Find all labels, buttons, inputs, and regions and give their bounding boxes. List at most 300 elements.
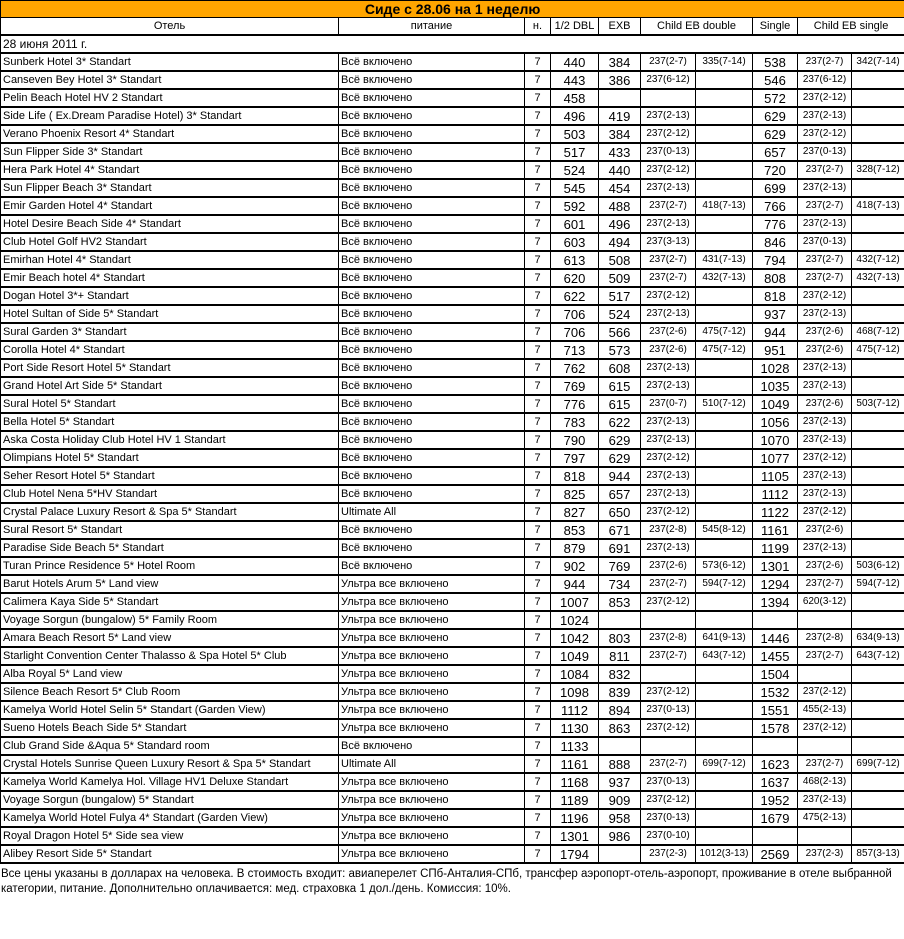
cell-nights: 7	[525, 71, 551, 89]
cell-nights: 7	[525, 395, 551, 413]
cell-meal: Ultimate All	[339, 503, 525, 521]
cell-child-eb-double-1: 237(2-6)	[641, 323, 696, 341]
cell-hotel: Corolla Hotel 4* Standart	[1, 341, 339, 359]
cell-meal: Ультра все включено	[339, 845, 525, 863]
cell-exb: 811	[599, 647, 641, 665]
cell-hotel: Voyage Sorgun (bungalow) 5* Standart	[1, 791, 339, 809]
cell-half-dbl: 944	[551, 575, 599, 593]
cell-single: 846	[753, 233, 798, 251]
cell-exb: 608	[599, 359, 641, 377]
column-header-half-dbl: 1/2 DBL	[551, 18, 599, 36]
table-row	[1, 737, 904, 755]
cell-single: 1551	[753, 701, 798, 719]
cell-single: 1623	[753, 755, 798, 773]
cell-exb: 958	[599, 809, 641, 827]
cell-exb: 419	[599, 107, 641, 125]
cell-hotel: Kamelya World Hotel Fulya 4* Standart (Garden View)	[1, 809, 339, 827]
cell-single: 1105	[753, 467, 798, 485]
cell-child-eb-single-2: 468(7-12)	[852, 323, 904, 341]
cell-child-eb-single-2	[852, 413, 904, 431]
table-row	[1, 179, 904, 197]
cell-nights: 7	[525, 827, 551, 845]
cell-meal: Ультра все включено	[339, 665, 525, 683]
cell-exb: 566	[599, 323, 641, 341]
cell-exb: 488	[599, 197, 641, 215]
cell-single: 1028	[753, 359, 798, 377]
cell-child-eb-single-2: 328(7-12)	[852, 161, 904, 179]
cell-child-eb-single-2	[852, 611, 904, 629]
cell-exb: 671	[599, 521, 641, 539]
cell-single: 1049	[753, 395, 798, 413]
cell-half-dbl: 790	[551, 431, 599, 449]
cell-child-eb-double-2: 418(7-13)	[696, 197, 753, 215]
cell-child-eb-double-1: 237(0-13)	[641, 701, 696, 719]
cell-hotel: Grand Hotel Art Side 5* Standart	[1, 377, 339, 395]
cell-hotel: Club Hotel Golf HV2 Standart	[1, 233, 339, 251]
table-row	[1, 593, 904, 611]
cell-child-eb-single-1: 237(2-12)	[798, 125, 852, 143]
cell-child-eb-single-2	[852, 359, 904, 377]
cell-nights: 7	[525, 449, 551, 467]
table-row	[1, 539, 904, 557]
cell-child-eb-single-1: 237(2-13)	[798, 791, 852, 809]
cell-single: 818	[753, 287, 798, 305]
cell-child-eb-single-2: 857(3-13)	[852, 845, 904, 863]
cell-hotel: Dogan Hotel 3*+ Standart	[1, 287, 339, 305]
cell-meal: Ultimate All	[339, 755, 525, 773]
table-row	[1, 71, 904, 89]
cell-child-eb-single-1: 237(2-12)	[798, 719, 852, 737]
cell-child-eb-double-2	[696, 593, 753, 611]
title-row	[1, 1, 904, 18]
cell-half-dbl: 879	[551, 539, 599, 557]
cell-half-dbl: 603	[551, 233, 599, 251]
cell-child-eb-double-2	[696, 71, 753, 89]
cell-half-dbl: 1794	[551, 845, 599, 863]
cell-meal: Всё включено	[339, 341, 525, 359]
cell-child-eb-single-1: 237(2-13)	[798, 215, 852, 233]
cell-half-dbl: 622	[551, 287, 599, 305]
cell-hotel: Voyage Sorgun (bungalow) 5* Family Room	[1, 611, 339, 629]
cell-exb: 629	[599, 431, 641, 449]
table-row	[1, 323, 904, 341]
cell-meal: Всё включено	[339, 485, 525, 503]
cell-single: 1294	[753, 575, 798, 593]
cell-child-eb-double-2	[696, 827, 753, 845]
cell-half-dbl: 827	[551, 503, 599, 521]
table-row	[1, 665, 904, 683]
cell-exb: 944	[599, 467, 641, 485]
cell-child-eb-double-1: 237(2-13)	[641, 485, 696, 503]
cell-child-eb-single-1: 620(3-12)	[798, 593, 852, 611]
cell-nights: 7	[525, 503, 551, 521]
cell-child-eb-single-1: 237(2-12)	[798, 683, 852, 701]
cell-hotel: Club Hotel Nena 5*HV Standart	[1, 485, 339, 503]
cell-child-eb-single-1: 475(2-13)	[798, 809, 852, 827]
cell-child-eb-double-2	[696, 503, 753, 521]
cell-half-dbl: 853	[551, 521, 599, 539]
cell-exb: 573	[599, 341, 641, 359]
cell-nights: 7	[525, 323, 551, 341]
cell-nights: 7	[525, 161, 551, 179]
table-row	[1, 89, 904, 107]
cell-child-eb-double-1: 237(2-13)	[641, 359, 696, 377]
cell-child-eb-single-2: 418(7-13)	[852, 197, 904, 215]
cell-child-eb-single-1: 237(2-8)	[798, 629, 852, 647]
page-title: Сиде с 28.06 на 1 неделю	[1, 1, 904, 18]
cell-hotel: Crystal Hotels Sunrise Queen Luxury Resort & Spa 5* Standart	[1, 755, 339, 773]
cell-child-eb-single-1: 237(2-12)	[798, 287, 852, 305]
cell-child-eb-single-1: 237(0-13)	[798, 143, 852, 161]
cell-meal: Ультра все включено	[339, 629, 525, 647]
cell-half-dbl: 524	[551, 161, 599, 179]
cell-child-eb-double-1	[641, 89, 696, 107]
cell-half-dbl: 902	[551, 557, 599, 575]
cell-child-eb-double-1: 237(2-13)	[641, 413, 696, 431]
cell-meal: Всё включено	[339, 161, 525, 179]
cell-nights: 7	[525, 629, 551, 647]
cell-half-dbl: 1133	[551, 737, 599, 755]
cell-meal: Всё включено	[339, 233, 525, 251]
cell-child-eb-double-2	[696, 701, 753, 719]
cell-child-eb-single-1	[798, 611, 852, 629]
cell-half-dbl: 776	[551, 395, 599, 413]
cell-child-eb-double-2: 573(6-12)	[696, 557, 753, 575]
cell-meal: Всё включено	[339, 521, 525, 539]
cell-meal: Ультра все включено	[339, 827, 525, 845]
table-row	[1, 485, 904, 503]
cell-hotel: Canseven Bey Hotel 3* Standart	[1, 71, 339, 89]
cell-child-eb-single-1: 237(2-6)	[798, 395, 852, 413]
cell-child-eb-double-1: 237(2-12)	[641, 161, 696, 179]
cell-child-eb-double-1: 237(2-7)	[641, 269, 696, 287]
cell-child-eb-single-2	[852, 827, 904, 845]
cell-single: 1394	[753, 593, 798, 611]
cell-half-dbl: 517	[551, 143, 599, 161]
cell-exb: 832	[599, 665, 641, 683]
cell-nights: 7	[525, 647, 551, 665]
cell-exb	[599, 611, 641, 629]
cell-child-eb-single-2	[852, 467, 904, 485]
cell-single: 1112	[753, 485, 798, 503]
cell-child-eb-single-1: 237(2-7)	[798, 161, 852, 179]
cell-child-eb-double-2	[696, 107, 753, 125]
cell-child-eb-single-2	[852, 431, 904, 449]
cell-child-eb-double-2	[696, 683, 753, 701]
cell-half-dbl: 1161	[551, 755, 599, 773]
cell-child-eb-single-1: 237(2-13)	[798, 305, 852, 323]
cell-half-dbl: 458	[551, 89, 599, 107]
cell-hotel: Sueno Hotels Beach Side 5* Standart	[1, 719, 339, 737]
cell-nights: 7	[525, 251, 551, 269]
cell-child-eb-double-1: 237(2-6)	[641, 557, 696, 575]
cell-hotel: Paradise Side Beach 5* Standart	[1, 539, 339, 557]
cell-child-eb-double-2: 699(7-12)	[696, 755, 753, 773]
cell-child-eb-single-2: 432(7-13)	[852, 269, 904, 287]
cell-hotel: Sun Flipper Beach 3* Standart	[1, 179, 339, 197]
cell-half-dbl: 762	[551, 359, 599, 377]
table-row	[1, 413, 904, 431]
cell-child-eb-single-1: 237(2-13)	[798, 485, 852, 503]
cell-hotel: Alibey Resort Side 5* Standart	[1, 845, 339, 863]
cell-child-eb-double-2	[696, 89, 753, 107]
cell-exb: 803	[599, 629, 641, 647]
cell-child-eb-single-1	[798, 737, 852, 755]
cell-child-eb-single-2	[852, 287, 904, 305]
cell-child-eb-double-2	[696, 809, 753, 827]
cell-child-eb-double-2: 431(7-13)	[696, 251, 753, 269]
cell-child-eb-single-2	[852, 107, 904, 125]
table-row	[1, 305, 904, 323]
cell-child-eb-single-1: 237(2-13)	[798, 377, 852, 395]
cell-hotel: Sunberk Hotel 3* Standart	[1, 53, 339, 71]
column-header-child-eb-single: Child EB single	[798, 18, 904, 36]
cell-single: 1070	[753, 431, 798, 449]
cell-half-dbl: 825	[551, 485, 599, 503]
cell-child-eb-double-1: 237(2-7)	[641, 755, 696, 773]
cell-half-dbl: 496	[551, 107, 599, 125]
cell-single: 1077	[753, 449, 798, 467]
cell-child-eb-single-1: 237(2-7)	[798, 251, 852, 269]
cell-child-eb-double-1: 237(3-13)	[641, 233, 696, 251]
cell-child-eb-single-2	[852, 377, 904, 395]
cell-child-eb-double-1: 237(2-12)	[641, 719, 696, 737]
table-row	[1, 125, 904, 143]
cell-single: 937	[753, 305, 798, 323]
cell-single	[753, 737, 798, 755]
cell-hotel: Emir Beach hotel 4* Standart	[1, 269, 339, 287]
cell-half-dbl: 1130	[551, 719, 599, 737]
cell-single: 1035	[753, 377, 798, 395]
cell-exb: 433	[599, 143, 641, 161]
cell-child-eb-double-1: 237(2-12)	[641, 503, 696, 521]
cell-meal: Всё включено	[339, 557, 525, 575]
cell-exb: 986	[599, 827, 641, 845]
cell-meal: Всё включено	[339, 305, 525, 323]
cell-exb	[599, 845, 641, 863]
cell-nights: 7	[525, 737, 551, 755]
cell-meal: Всё включено	[339, 323, 525, 341]
cell-single: 572	[753, 89, 798, 107]
cell-child-eb-double-2	[696, 233, 753, 251]
cell-child-eb-double-1: 237(6-12)	[641, 71, 696, 89]
cell-meal: Всё включено	[339, 395, 525, 413]
table-row	[1, 683, 904, 701]
cell-child-eb-single-1: 237(2-13)	[798, 413, 852, 431]
cell-nights: 7	[525, 287, 551, 305]
cell-meal: Ультра все включено	[339, 791, 525, 809]
date-row	[1, 35, 904, 53]
cell-child-eb-single-1: 237(2-7)	[798, 197, 852, 215]
cell-child-eb-single-2	[852, 89, 904, 107]
cell-child-eb-single-1: 237(2-7)	[798, 269, 852, 287]
cell-half-dbl: 613	[551, 251, 599, 269]
cell-single: 808	[753, 269, 798, 287]
cell-nights: 7	[525, 125, 551, 143]
cell-child-eb-single-1: 237(2-6)	[798, 341, 852, 359]
cell-hotel: Aska Costa Holiday Club Hotel HV 1 Standart	[1, 431, 339, 449]
cell-single: 1161	[753, 521, 798, 539]
cell-half-dbl: 1301	[551, 827, 599, 845]
cell-child-eb-double-2	[696, 143, 753, 161]
cell-nights: 7	[525, 467, 551, 485]
table-row	[1, 773, 904, 791]
column-header-child-eb-double: Child EB double	[641, 18, 753, 36]
cell-child-eb-double-2: 335(7-14)	[696, 53, 753, 71]
cell-nights: 7	[525, 413, 551, 431]
cell-child-eb-double-1: 237(2-13)	[641, 305, 696, 323]
cell-hotel: Kamelya World Kamelya Hol. Village HV1 Deluxe Standart	[1, 773, 339, 791]
cell-exb: 629	[599, 449, 641, 467]
cell-nights: 7	[525, 557, 551, 575]
cell-hotel: Starlight Convention Center Thalasso & Spa Hotel 5* Club	[1, 647, 339, 665]
cell-hotel: Hotel Desire Beach Side 4* Standart	[1, 215, 339, 233]
cell-hotel: Crystal Palace Luxury Resort & Spa 5* Standart	[1, 503, 339, 521]
cell-single: 1504	[753, 665, 798, 683]
cell-child-eb-double-2	[696, 485, 753, 503]
table-row	[1, 269, 904, 287]
cell-hotel: Sural Hotel 5* Standart	[1, 395, 339, 413]
cell-child-eb-double-2	[696, 125, 753, 143]
cell-child-eb-single-1: 237(2-13)	[798, 359, 852, 377]
cell-child-eb-double-2	[696, 287, 753, 305]
cell-exb: 384	[599, 125, 641, 143]
cell-exb: 888	[599, 755, 641, 773]
cell-single: 1301	[753, 557, 798, 575]
cell-hotel: Sural Resort 5* Standart	[1, 521, 339, 539]
cell-hotel: Kamelya World Hotel Selin 5* Standart (Garden View)	[1, 701, 339, 719]
cell-child-eb-double-1: 237(2-12)	[641, 791, 696, 809]
cell-meal: Ультра все включено	[339, 809, 525, 827]
cell-hotel: Calimera Kaya Side 5* Standart	[1, 593, 339, 611]
cell-meal: Ультра все включено	[339, 773, 525, 791]
column-header-exb: EXB	[599, 18, 641, 36]
cell-exb: 894	[599, 701, 641, 719]
cell-child-eb-single-2	[852, 503, 904, 521]
cell-meal: Всё включено	[339, 89, 525, 107]
cell-meal: Всё включено	[339, 449, 525, 467]
cell-half-dbl: 1024	[551, 611, 599, 629]
cell-child-eb-double-1: 237(2-12)	[641, 593, 696, 611]
cell-half-dbl: 1168	[551, 773, 599, 791]
cell-child-eb-single-2	[852, 665, 904, 683]
cell-single: 699	[753, 179, 798, 197]
table-row	[1, 161, 904, 179]
cell-child-eb-single-1: 237(2-7)	[798, 575, 852, 593]
cell-child-eb-double-2	[696, 413, 753, 431]
cell-single: 629	[753, 107, 798, 125]
cell-single: 794	[753, 251, 798, 269]
cell-child-eb-single-1: 237(2-6)	[798, 557, 852, 575]
cell-child-eb-double-2	[696, 719, 753, 737]
cell-single: 1637	[753, 773, 798, 791]
cell-nights: 7	[525, 341, 551, 359]
table-row	[1, 611, 904, 629]
cell-half-dbl: 545	[551, 179, 599, 197]
table-row	[1, 845, 904, 863]
cell-meal: Всё включено	[339, 287, 525, 305]
cell-exb	[599, 737, 641, 755]
cell-child-eb-double-1: 237(2-8)	[641, 521, 696, 539]
cell-hotel: Seher Resort Hotel 5* Standart	[1, 467, 339, 485]
cell-meal: Ультра все включено	[339, 719, 525, 737]
cell-nights: 7	[525, 539, 551, 557]
cell-meal: Всё включено	[339, 359, 525, 377]
cell-hotel: Olimpians Hotel 5* Standart	[1, 449, 339, 467]
cell-child-eb-single-2	[852, 125, 904, 143]
cell-child-eb-single-1: 237(2-7)	[798, 53, 852, 71]
table-row	[1, 53, 904, 71]
cell-child-eb-single-1: 237(2-13)	[798, 539, 852, 557]
cell-child-eb-double-2: 643(7-12)	[696, 647, 753, 665]
cell-single: 720	[753, 161, 798, 179]
cell-hotel: Silence Beach Resort 5* Club Room	[1, 683, 339, 701]
cell-nights: 7	[525, 611, 551, 629]
cell-exb: 839	[599, 683, 641, 701]
cell-nights: 7	[525, 773, 551, 791]
cell-hotel: Bella Hotel 5* Standart	[1, 413, 339, 431]
cell-half-dbl: 713	[551, 341, 599, 359]
cell-child-eb-single-1: 237(2-6)	[798, 323, 852, 341]
cell-child-eb-double-2	[696, 467, 753, 485]
table-row	[1, 791, 904, 809]
table-row	[1, 215, 904, 233]
cell-single: 1199	[753, 539, 798, 557]
cell-half-dbl: 706	[551, 305, 599, 323]
cell-meal: Ультра все включено	[339, 593, 525, 611]
cell-child-eb-single-1: 237(2-12)	[798, 503, 852, 521]
cell-exb: 937	[599, 773, 641, 791]
cell-meal: Всё включено	[339, 71, 525, 89]
cell-meal: Всё включено	[339, 737, 525, 755]
cell-half-dbl: 1112	[551, 701, 599, 719]
cell-nights: 7	[525, 791, 551, 809]
cell-nights: 7	[525, 701, 551, 719]
cell-child-eb-double-1: 237(2-7)	[641, 197, 696, 215]
cell-child-eb-double-2: 510(7-12)	[696, 395, 753, 413]
cell-meal: Всё включено	[339, 269, 525, 287]
cell-nights: 7	[525, 305, 551, 323]
cell-exb: 650	[599, 503, 641, 521]
cell-nights: 7	[525, 809, 551, 827]
cell-nights: 7	[525, 269, 551, 287]
cell-child-eb-single-2	[852, 521, 904, 539]
cell-meal: Всё включено	[339, 539, 525, 557]
table-row	[1, 377, 904, 395]
cell-half-dbl: 440	[551, 53, 599, 71]
cell-child-eb-single-1: 237(6-12)	[798, 71, 852, 89]
cell-meal: Всё включено	[339, 53, 525, 71]
cell-child-eb-double-1: 237(2-12)	[641, 683, 696, 701]
cell-hotel: Amara Beach Resort 5* Land view	[1, 629, 339, 647]
cell-half-dbl: 601	[551, 215, 599, 233]
cell-child-eb-single-2: 643(7-12)	[852, 647, 904, 665]
cell-child-eb-double-1: 237(2-7)	[641, 575, 696, 593]
cell-hotel: Verano Phoenix Resort 4* Standart	[1, 125, 339, 143]
cell-child-eb-double-2	[696, 431, 753, 449]
table-row	[1, 575, 904, 593]
cell-exb: 615	[599, 395, 641, 413]
cell-half-dbl: 818	[551, 467, 599, 485]
cell-half-dbl: 1049	[551, 647, 599, 665]
cell-child-eb-double-1: 237(2-13)	[641, 377, 696, 395]
cell-child-eb-double-1: 237(2-13)	[641, 215, 696, 233]
cell-hotel: Sun Flipper Side 3* Standart	[1, 143, 339, 161]
cell-child-eb-single-2	[852, 719, 904, 737]
cell-hotel: Alba Royal 5* Land view	[1, 665, 339, 683]
cell-exb: 691	[599, 539, 641, 557]
cell-child-eb-double-1: 237(2-13)	[641, 107, 696, 125]
